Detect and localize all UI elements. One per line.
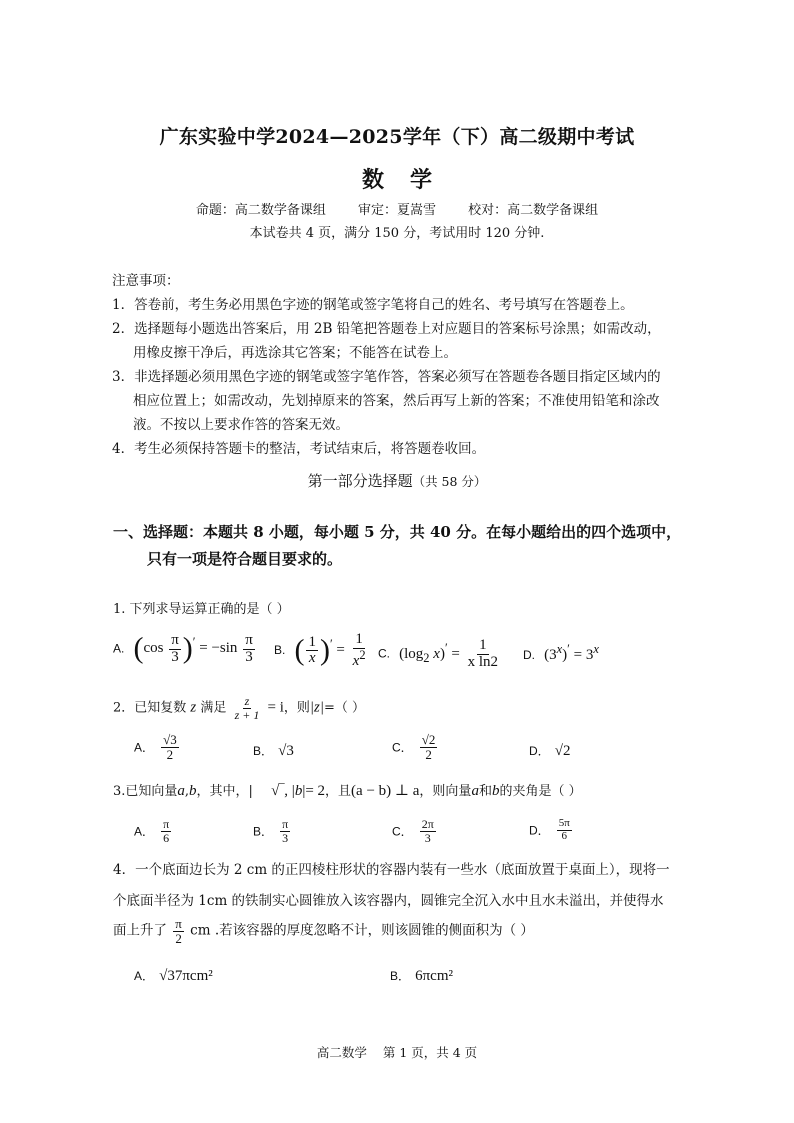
exam-title: 广东实验中学2024—2025学年（下）高二级期中考试 <box>159 126 635 148</box>
q4-line3: 面上升了 $\frac{\pi}{2}$ cm .若该容器的厚度忽略不计，则该圆锥的侧面积为（ ） <box>113 916 534 946</box>
note-item: 1．答卷前，考生务必用黑色字迹的钢笔或签字笔将自己的姓名、考号填写在答题卷上。 <box>112 297 634 313</box>
q1-option-a: A. (cos $\frac{\pi}{3}$ )′ = −sin $\frac{\pi}{3}$ <box>113 631 253 665</box>
q2-stem: 2．已知复数 z 满足 $\frac{z}{z + 1}$ = i，则|z|=（ ） <box>113 694 366 722</box>
proofreader-label: 校对：高二数学备课组 <box>468 203 599 218</box>
credits-line <box>0 199 794 218</box>
subject-title: 数学 <box>361 167 458 193</box>
footer-page: 第 1 页，共 4 页 <box>382 1045 478 1060</box>
page-footer <box>0 1043 794 1061</box>
q4-line2: 个底面半径为 1cm 的铁制实心圆锥放入该容器内，圆锥完全沉入水中且水未溢出，并使得水 <box>113 893 664 909</box>
q3-option-c: C． $\frac{2\pi}{3}$ <box>392 817 434 845</box>
q1-stem: 1. 下列求导运算正确的是（ ） <box>113 602 290 617</box>
q1-option-b: B. ( $\frac{1}{x}$ )′ = $\frac{1}{x^2}$ <box>274 631 366 669</box>
setter-label: 命题：高二数学备课组 <box>195 203 326 218</box>
q2-option-c: C． $\frac{√2}{2}$ <box>392 732 436 762</box>
note-item: 2．选择题每小题选出答案后，用 2B 铅笔把答题卷上对应题目的答案标号涂黑；如需改动， <box>112 321 661 337</box>
q4-option-a: A． √37πcm² <box>134 968 213 984</box>
paper-info: 本试卷共 4 页，满分 150 分，考试用时 120 分钟. <box>249 226 545 241</box>
q4-option-b: B． 6πcm² <box>390 968 454 984</box>
note-item: 3．非选择题必须用黑色字迹的钢笔或签字笔作答，答案必须写在答题卷各题目指定区域内的 <box>112 369 661 385</box>
q1-option-d: D. $(3^x)' = 3^x$ <box>523 642 599 663</box>
part1-score: （共 58 分） <box>412 474 487 489</box>
q3-option-a: A． $\frac{\pi}{6}$ <box>134 817 170 845</box>
q3-stem: 3.已知向量a,b，其中，| √‾, |b|= 2，且(a − b) ⊥ a，则向量a和b的夹角是（ ） <box>113 783 582 799</box>
q3-option-d: D． $\frac{5\pi}{6}$ <box>529 817 570 842</box>
note-item: 液。不按以上要求作答的答案无效。 <box>133 417 349 433</box>
q3-option-b: B． $\frac{\pi}{3}$ <box>253 817 289 845</box>
notes-heading: 注意事项： <box>112 273 180 289</box>
footer-subject: 高二数学 <box>316 1045 367 1060</box>
q1-option-c: C. ($\log_2$ x)′ = $\frac{1}{\text{x ln2}}$ <box>378 637 499 670</box>
section1-heading-line2: 只有一项是符合题目要求的。 <box>147 550 343 568</box>
q2-option-d: D． √2 <box>529 743 571 759</box>
section1-heading-line1: 一、选择题：本题共 8 小题，每小题 5 分，共 40 分。在每小题给出的四个选项中， <box>113 523 682 541</box>
part1-title-text: 第一部分选择题 <box>307 472 413 490</box>
reviewer-label: 审定：夏嵩雪 <box>357 203 436 218</box>
note-item: 相应位置上；如需改动，先划掉原来的答案，然后再写上新的答案；不准使用铅笔和涂改 <box>133 393 660 409</box>
q4-line1: 4．一个底面边长为 2 cm 的正四棱柱形状的容器内装有一些水（底面放置于桌面上），现将一 <box>113 862 670 878</box>
note-item: 4．考生必须保持答题卡的整洁，考试结束后，将答题卷收回。 <box>112 441 486 457</box>
part1-title <box>0 470 794 491</box>
note-item: 用橡皮擦干净后，再选涂其它答案；不能答在试卷上。 <box>133 345 457 361</box>
q2-option-b: B． √3 <box>253 743 294 759</box>
q2-option-a: A． $\frac{√3}{2}$ <box>134 732 177 762</box>
